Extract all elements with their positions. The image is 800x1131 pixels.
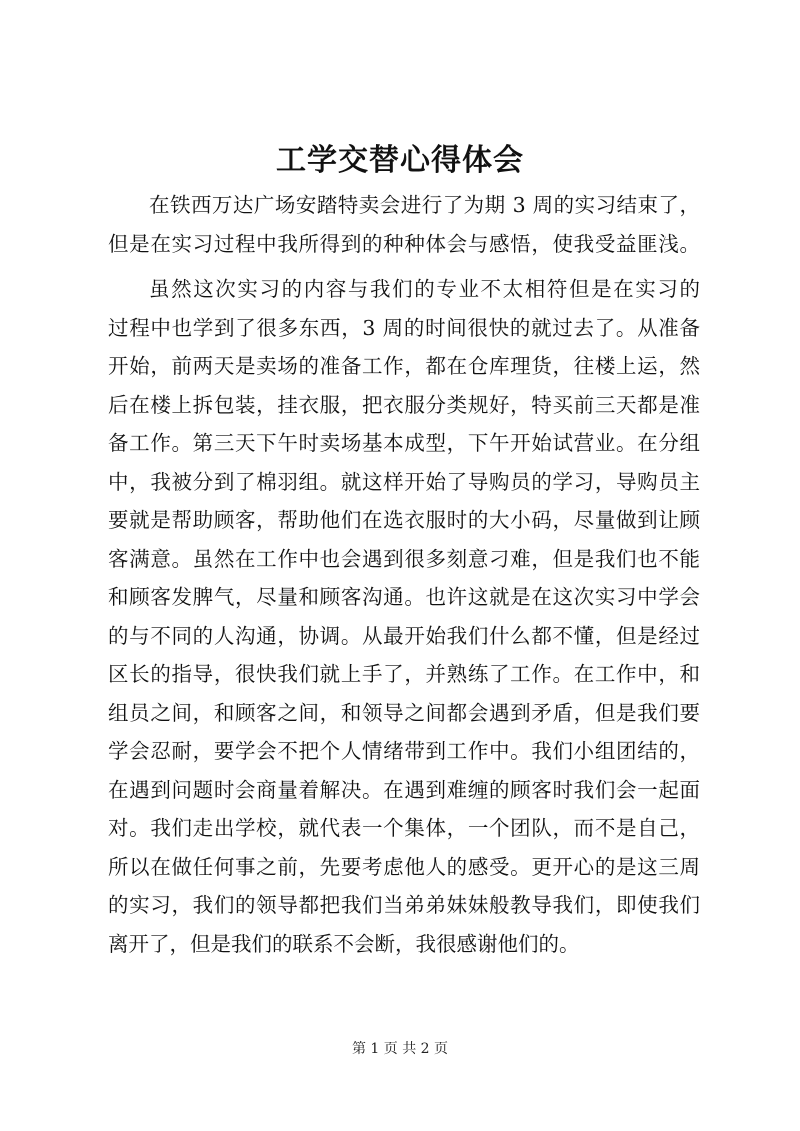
paragraph-2 [108, 270, 700, 963]
paragraph-line: 在遇到问题时会商量着解决。在遇到难缠的顾客时我们会一起面 [108, 777, 700, 802]
paragraph-line: 但是在实习过程中我所得到的种种体会与感悟，使我受益匪浅。 [108, 231, 700, 256]
paragraph-line: 开始，前两天是卖场的准备工作，都在仓库理货，往楼上运，然 [108, 354, 700, 378]
paragraph-line: 学会忍耐，要学会不把个人情绪带到工作中。我们小组团结的， [108, 739, 700, 763]
paragraph-line: 离开了，但是我们的联系不会断，我很感谢他们的。 [108, 931, 580, 956]
paragraph-line: 过程中也学到了很多东西，3 周的时间很快的就过去了。从准备 [108, 315, 700, 340]
paragraph-line: 对。我们走出学校，就代表一个集体，一个团队，而不是自己， [108, 816, 700, 840]
page-number-footer: 第 1 页 共 2 页 [351, 1041, 449, 1057]
document-title: 工学交替心得体会 [276, 143, 524, 178]
paragraph-1 [108, 186, 700, 263]
paragraph-line: 在铁西万达广场安踏特卖会进行了为期 3 周的实习结束了， [149, 193, 700, 217]
paragraph-line: 的实习，我们的领导都把我们当弟弟妹妹般教导我们，即使我们 [108, 893, 700, 917]
paragraph-line: 和顾客发脾气，尽量和顾客沟通。也许这就是在这次实习中学会 [108, 585, 700, 609]
paragraph-line: 的与不同的人沟通，协调。从最开始我们什么都不懂，但是经过 [108, 623, 700, 648]
paragraph-line: 要就是帮助顾客，帮助他们在选衣服时的大小码，尽量做到让顾 [108, 508, 700, 532]
paragraph-line: 所以在做任何事之前，先要考虑他人的感受。更开心的是这三周 [108, 854, 700, 879]
paragraph-gap [108, 263, 700, 270]
paragraph-line: 区长的指导，很快我们就上手了，并熟练了工作。在工作中，和 [108, 662, 700, 686]
paragraph-line: 客满意。虽然在工作中也会遇到很多刻意刁难，但是我们也不能 [108, 546, 700, 571]
paragraph-line: 中，我被分到了棉羽组。就这样开始了导购员的学习，导购员主 [108, 469, 700, 494]
paragraph-line: 组员之间，和顾客之间，和领导之间都会遇到矛盾，但是我们要 [108, 700, 700, 725]
paragraph-line: 虽然这次实习的内容与我们的专业不太相符但是在实习的 [149, 277, 700, 301]
document-body [108, 186, 700, 963]
paragraph-line: 备工作。第三天下午时卖场基本成型，下午开始试营业。在分组 [108, 431, 700, 455]
paragraph-line: 后在楼上拆包装，挂衣服，把衣服分类规好，特买前三天都是准 [108, 392, 700, 417]
